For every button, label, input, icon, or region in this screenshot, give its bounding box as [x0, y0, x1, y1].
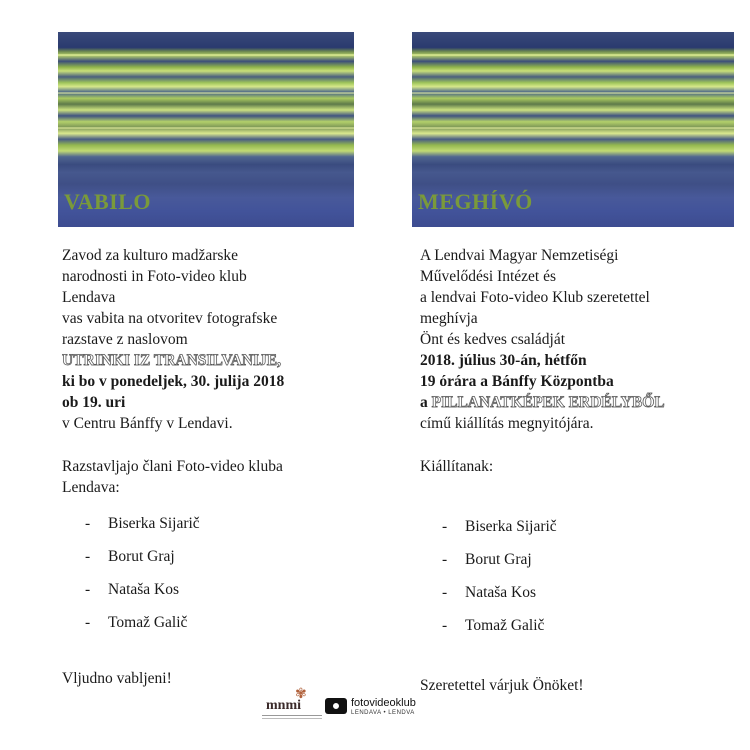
text-line: Lendava [62, 289, 116, 306]
closing-hungarian: Szeretettel várjuk Önöket! [420, 677, 584, 694]
exhibitors-intro: Kiállítanak: [420, 458, 494, 475]
invitation-title-hungarian: MEGHÍVÓ [418, 189, 533, 214]
invitation-text-hungarian [420, 245, 740, 477]
time-venue-line: 19 órára a Bánffy Központba [420, 373, 614, 390]
exhibition-title: UTRINKI IZ TRANSILVANIJE, [62, 352, 281, 369]
text-line: narodnosti in Foto-video klub [62, 268, 247, 285]
time-line: ob 19. uri [62, 394, 126, 411]
photo-left [58, 32, 354, 227]
invitation-title-slovene: VABILO [64, 189, 151, 214]
date-line: ki bo v ponedeljek, 30. julija 2018 [62, 373, 285, 390]
text-line: Művelődési Intézet és [420, 268, 557, 285]
text-line: Zavod za kulturo madžarske [62, 247, 239, 264]
exhibition-line: a PILLANATKÉPEK ERDÉLYBŐL [420, 394, 665, 411]
exhibition-title: PILLANATKÉPEK ERDÉLYBŐL [431, 394, 665, 411]
photo-right [412, 32, 734, 227]
venue-line: v Centru Bánffy v Lendavi. [62, 415, 233, 432]
text-line: Önt és kedves családját [420, 331, 566, 348]
foto-video-klub-logo: fotovideoklub LENDAVA • LENDVA [325, 697, 420, 721]
text-line: a lendvai Foto-video Klub szeretettel [420, 289, 650, 306]
artist-list-slovene [85, 515, 200, 647]
mnmi-logo: ✾ mnmi [262, 686, 322, 726]
text-line: vas vabita na otvoritev fotografske [62, 310, 278, 327]
flower-icon: ✾ [295, 687, 307, 702]
camera-icon [325, 698, 347, 714]
list-item: - Borut Graj [442, 551, 532, 568]
artist-list-hungarian [442, 518, 557, 650]
text-line: razstave z naslovom [62, 331, 188, 348]
list-item: - Nataša Kos [442, 584, 537, 601]
text-line: meghívja [420, 310, 478, 327]
list-item: - Biserka Sijarič [442, 518, 557, 535]
list-item: - Biserka Sijarič [85, 515, 200, 532]
list-item: - Tomaž Galič [85, 614, 188, 631]
list-item: - Nataša Kos [85, 581, 180, 598]
exhibitors-intro: Lendava: [62, 479, 120, 496]
closing-slovene: Vljudno vabljeni! [62, 670, 172, 687]
date-line: 2018. július 30-án, hétfőn [420, 352, 587, 369]
text-line: A Lendvai Magyar Nemzetiségi [420, 247, 619, 264]
exhibitors-intro: Razstavljajo člani Foto-video kluba [62, 458, 283, 475]
list-item: - Tomaž Galič [442, 617, 545, 634]
invitation-text-slovene [62, 245, 362, 498]
text-line: című kiállítás megnyitójára. [420, 415, 594, 432]
list-item: - Borut Graj [85, 548, 175, 565]
